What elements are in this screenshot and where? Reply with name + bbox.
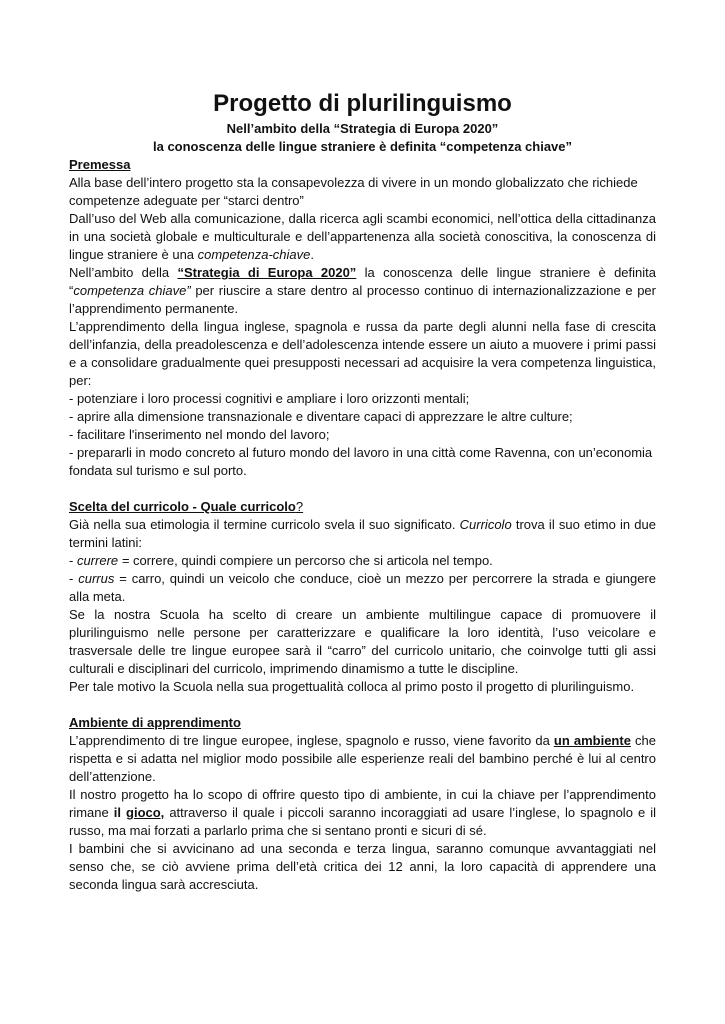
paragraph: L’apprendimento di tre lingue europee, inglese, spagnolo e russo, viene favorito da un ambiente che rispetta e si adatta nel miglior modo possibile alle esperienze reali del bambino perché è lui al centro dell’attenzione. [69, 733, 656, 784]
emphasis: competenza chiave” [73, 283, 191, 298]
emphasis-strong: “Strategia di Europa 2020” [177, 265, 357, 280]
list-item: - currere = correre, quindi compiere un percorso che si articola nel tempo. [69, 553, 493, 568]
section-premessa [69, 156, 656, 480]
emphasis: competenza-chiave [197, 247, 311, 262]
paragraph: I bambini che si avvicinano ad una seconda e terza lingua, saranno comunque avvantaggiati nel senso che, se ciò avviene prima dell’età critica dei 12 anni, la loro capacità di apprendere una seconda lingua sarà accresciuta. [69, 841, 656, 892]
paragraph: Nell’ambito della “Strategia di Europa 2020” la conoscenza delle lingue straniere è definita “competenza chiave” per riuscire a stare dentro al processo continuo di internazionalizzazione e per l’apprendimento permanente. [69, 265, 656, 316]
page-title: Progetto di plurilinguismo [213, 90, 512, 117]
paragraph: Se la nostra Scuola ha scelto di creare un ambiente multilingue capace di promuovere il plurilinguismo nelle persone per caratterizzare e qualificare la loro identità, l’uso veicolare e trasversale delle tre lingue europee sarà il “carro” del curricolo unitario, che coinvolge tutti gli assi culturali e disciplinari del curricolo, imprimendo dinamismo a tutte le discipline. [69, 607, 656, 676]
paragraph: L’apprendimento della lingua inglese, spagnola e russa da parte degli alunni nella fase di crescita dell’infanzia, della preadolescenza e dell’adolescenza intende essere un aiuto a muovere i primi passi e a consolidare gradualmente quei presupposti necessari ad acquisire la vera competenza linguistica, per: [69, 319, 656, 388]
emphasis-strong: gioco, [126, 805, 165, 820]
emphasis: currus [78, 571, 115, 586]
section-heading-premessa: Premessa [69, 157, 131, 172]
paragraph: Il nostro progetto ha lo scopo di offrire questo tipo di ambiente, in cui la chiave per l’apprendimento rimane il gioco, attraverso il quale i piccoli saranno incoraggiati ad usare l’inglese, lo spagnolo e il russo, ma mai forzati a parlarlo prima che si sentano pronti e sicuri di sé. [69, 787, 656, 838]
emphasis: Curricolo [459, 517, 512, 532]
list-item: - currus = carro, quindi un veicolo che conduce, cioè un mezzo per percorrere la strada e giungere alla meta. [69, 571, 656, 604]
list-item: - prepararli in modo concreto al futuro mondo del lavoro in una città come Ravenna, con un’economia fondata sul turismo e sul porto. [69, 445, 653, 478]
paragraph: Già nella sua etimologia il termine curricolo svela il suo significato. Curricolo trova il suo etimo in due termini latini: [69, 517, 656, 550]
list-item: - aprire alla dimensione transnazionale e diventare capaci di apprezzare le altre culture; [69, 409, 573, 424]
list-item: - potenziare i loro processi cognitivi e ampliare i loro orizzonti mentali; [69, 391, 470, 406]
section-ambiente [69, 714, 656, 894]
paragraph: Dall’uso del Web alla comunicazione, dalla ricerca agli scambi economici, nell’ottica della cittadinanza in una società globale e multiculturale e dell’appartenenza alla società conoscitiva, la conoscenza di lingue straniere è una competenza-chiave. [69, 211, 656, 262]
subtitle-line-1: Nell’ambito della “Strategia di Europa 2020” [226, 121, 499, 136]
list-item: - facilitare l'inserimento nel mondo del lavoro; [69, 427, 330, 442]
section-heading-ambiente: Ambiente di apprendimento [69, 715, 241, 730]
emphasis-strong: un ambiente [553, 733, 631, 748]
paragraph: Alla base dell’intero progetto sta la consapevolezza di vivere in un mondo globalizzato che richiede competenze adeguate per “starci dentro” [69, 175, 638, 208]
section-curricolo [69, 498, 656, 696]
subtitle-line-2: la conoscenza delle lingue straniere è definita “competenza chiave” [152, 139, 573, 154]
emphasis: currere = [76, 553, 130, 568]
paragraph: Per tale motivo la Scuola nella sua progettualità colloca al primo posto il progetto di plurilinguismo. [69, 679, 635, 694]
section-heading-curricolo: Scelta del curricolo - Quale curricolo? [69, 499, 304, 514]
